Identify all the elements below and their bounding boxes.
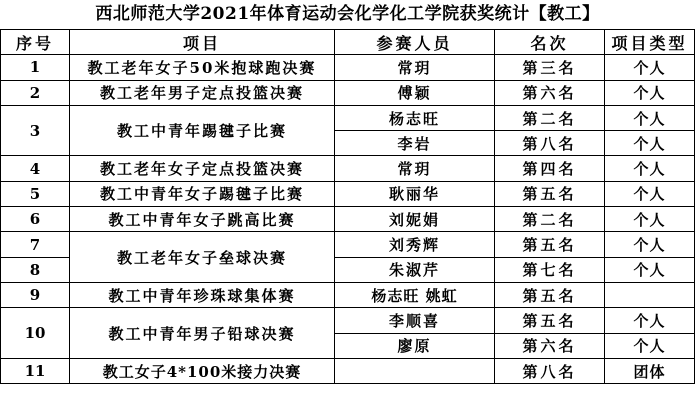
cell-members: 朱淑芹	[335, 257, 495, 282]
cell-type: 个人	[605, 131, 695, 156]
award-table	[0, 29, 695, 384]
cell-event: 教工老年女子50米抱球跑决赛	[70, 55, 335, 80]
cell-rank: 第五名	[495, 181, 605, 206]
header-rank: 名次	[495, 30, 605, 55]
cell-members: 耿丽华	[335, 181, 495, 206]
cell-rank: 第二名	[495, 207, 605, 232]
cell-event: 教工老年女子垒球决赛	[70, 232, 335, 283]
cell-rank: 第六名	[495, 80, 605, 105]
table-row	[1, 105, 695, 130]
sheet-title: 西北师范大学2021年体育运动会化学化工学院获奖统计【教工】	[95, 4, 600, 24]
cell-type: 个人	[605, 308, 695, 333]
cell-members: 廖原	[335, 333, 495, 358]
cell-members: 刘妮娟	[335, 207, 495, 232]
table-row	[1, 181, 695, 206]
cell-seq: 9	[1, 282, 70, 307]
cell-type: 个人	[605, 207, 695, 232]
cell-rank: 第八名	[495, 358, 605, 383]
cell-members: 刘秀辉	[335, 232, 495, 257]
cell-rank: 第五名	[495, 282, 605, 307]
table-row	[1, 282, 695, 307]
cell-type: 个人	[605, 55, 695, 80]
cell-members: 杨志旺	[335, 105, 495, 130]
cell-members: 常玥	[335, 55, 495, 80]
cell-type: 个人	[605, 333, 695, 358]
cell-seq: 11	[1, 358, 70, 383]
table-row	[1, 55, 695, 80]
cell-rank: 第三名	[495, 55, 605, 80]
cell-type: 个人	[605, 80, 695, 105]
cell-event: 教工中青年女子踢毽子比赛	[70, 181, 335, 206]
table-row	[1, 358, 695, 383]
cell-rank: 第八名	[495, 131, 605, 156]
cell-members	[335, 358, 495, 383]
cell-rank: 第六名	[495, 333, 605, 358]
cell-event: 教工中青年珍珠球集体赛	[70, 282, 335, 307]
cell-event: 教工中青年踢毽子比赛	[70, 105, 335, 156]
cell-seq: 10	[1, 308, 70, 359]
cell-type: 个人	[605, 257, 695, 282]
cell-members: 傅颖	[335, 80, 495, 105]
cell-event: 教工中青年女子跳高比赛	[70, 207, 335, 232]
cell-seq: 2	[1, 80, 70, 105]
header-seq: 序号	[1, 30, 70, 55]
cell-seq: 7	[1, 232, 70, 257]
cell-members: 常玥	[335, 156, 495, 181]
cell-type: 个人	[605, 105, 695, 130]
cell-members: 李顺喜	[335, 308, 495, 333]
cell-rank: 第二名	[495, 105, 605, 130]
cell-rank: 第七名	[495, 257, 605, 282]
cell-type: 个人	[605, 181, 695, 206]
header-type: 项目类型	[605, 30, 695, 55]
header-row	[1, 30, 695, 55]
cell-seq: 4	[1, 156, 70, 181]
cell-event: 教工老年女子定点投篮决赛	[70, 156, 335, 181]
table-row	[1, 308, 695, 333]
cell-rank: 第五名	[495, 232, 605, 257]
cell-type: 团体	[605, 358, 695, 383]
cell-rank: 第五名	[495, 308, 605, 333]
cell-seq: 1	[1, 55, 70, 80]
table-row	[1, 156, 695, 181]
header-event: 项目	[70, 30, 335, 55]
table-row	[1, 207, 695, 232]
cell-rank: 第四名	[495, 156, 605, 181]
cell-seq: 8	[1, 257, 70, 282]
cell-seq: 3	[1, 105, 70, 156]
cell-seq: 5	[1, 181, 70, 206]
header-members: 参赛人员	[335, 30, 495, 55]
cell-type	[605, 282, 695, 307]
cell-members: 李岩	[335, 131, 495, 156]
cell-event: 教工老年男子定点投篮决赛	[70, 80, 335, 105]
cell-seq: 6	[1, 207, 70, 232]
table-row	[1, 232, 695, 257]
cell-type: 个人	[605, 156, 695, 181]
cell-members: 杨志旺 姚虹	[335, 282, 495, 307]
table-row	[1, 80, 695, 105]
cell-type: 个人	[605, 232, 695, 257]
cell-event: 教工女子4*100米接力决赛	[70, 358, 335, 383]
cell-event: 教工中青年男子铅球决赛	[70, 308, 335, 359]
